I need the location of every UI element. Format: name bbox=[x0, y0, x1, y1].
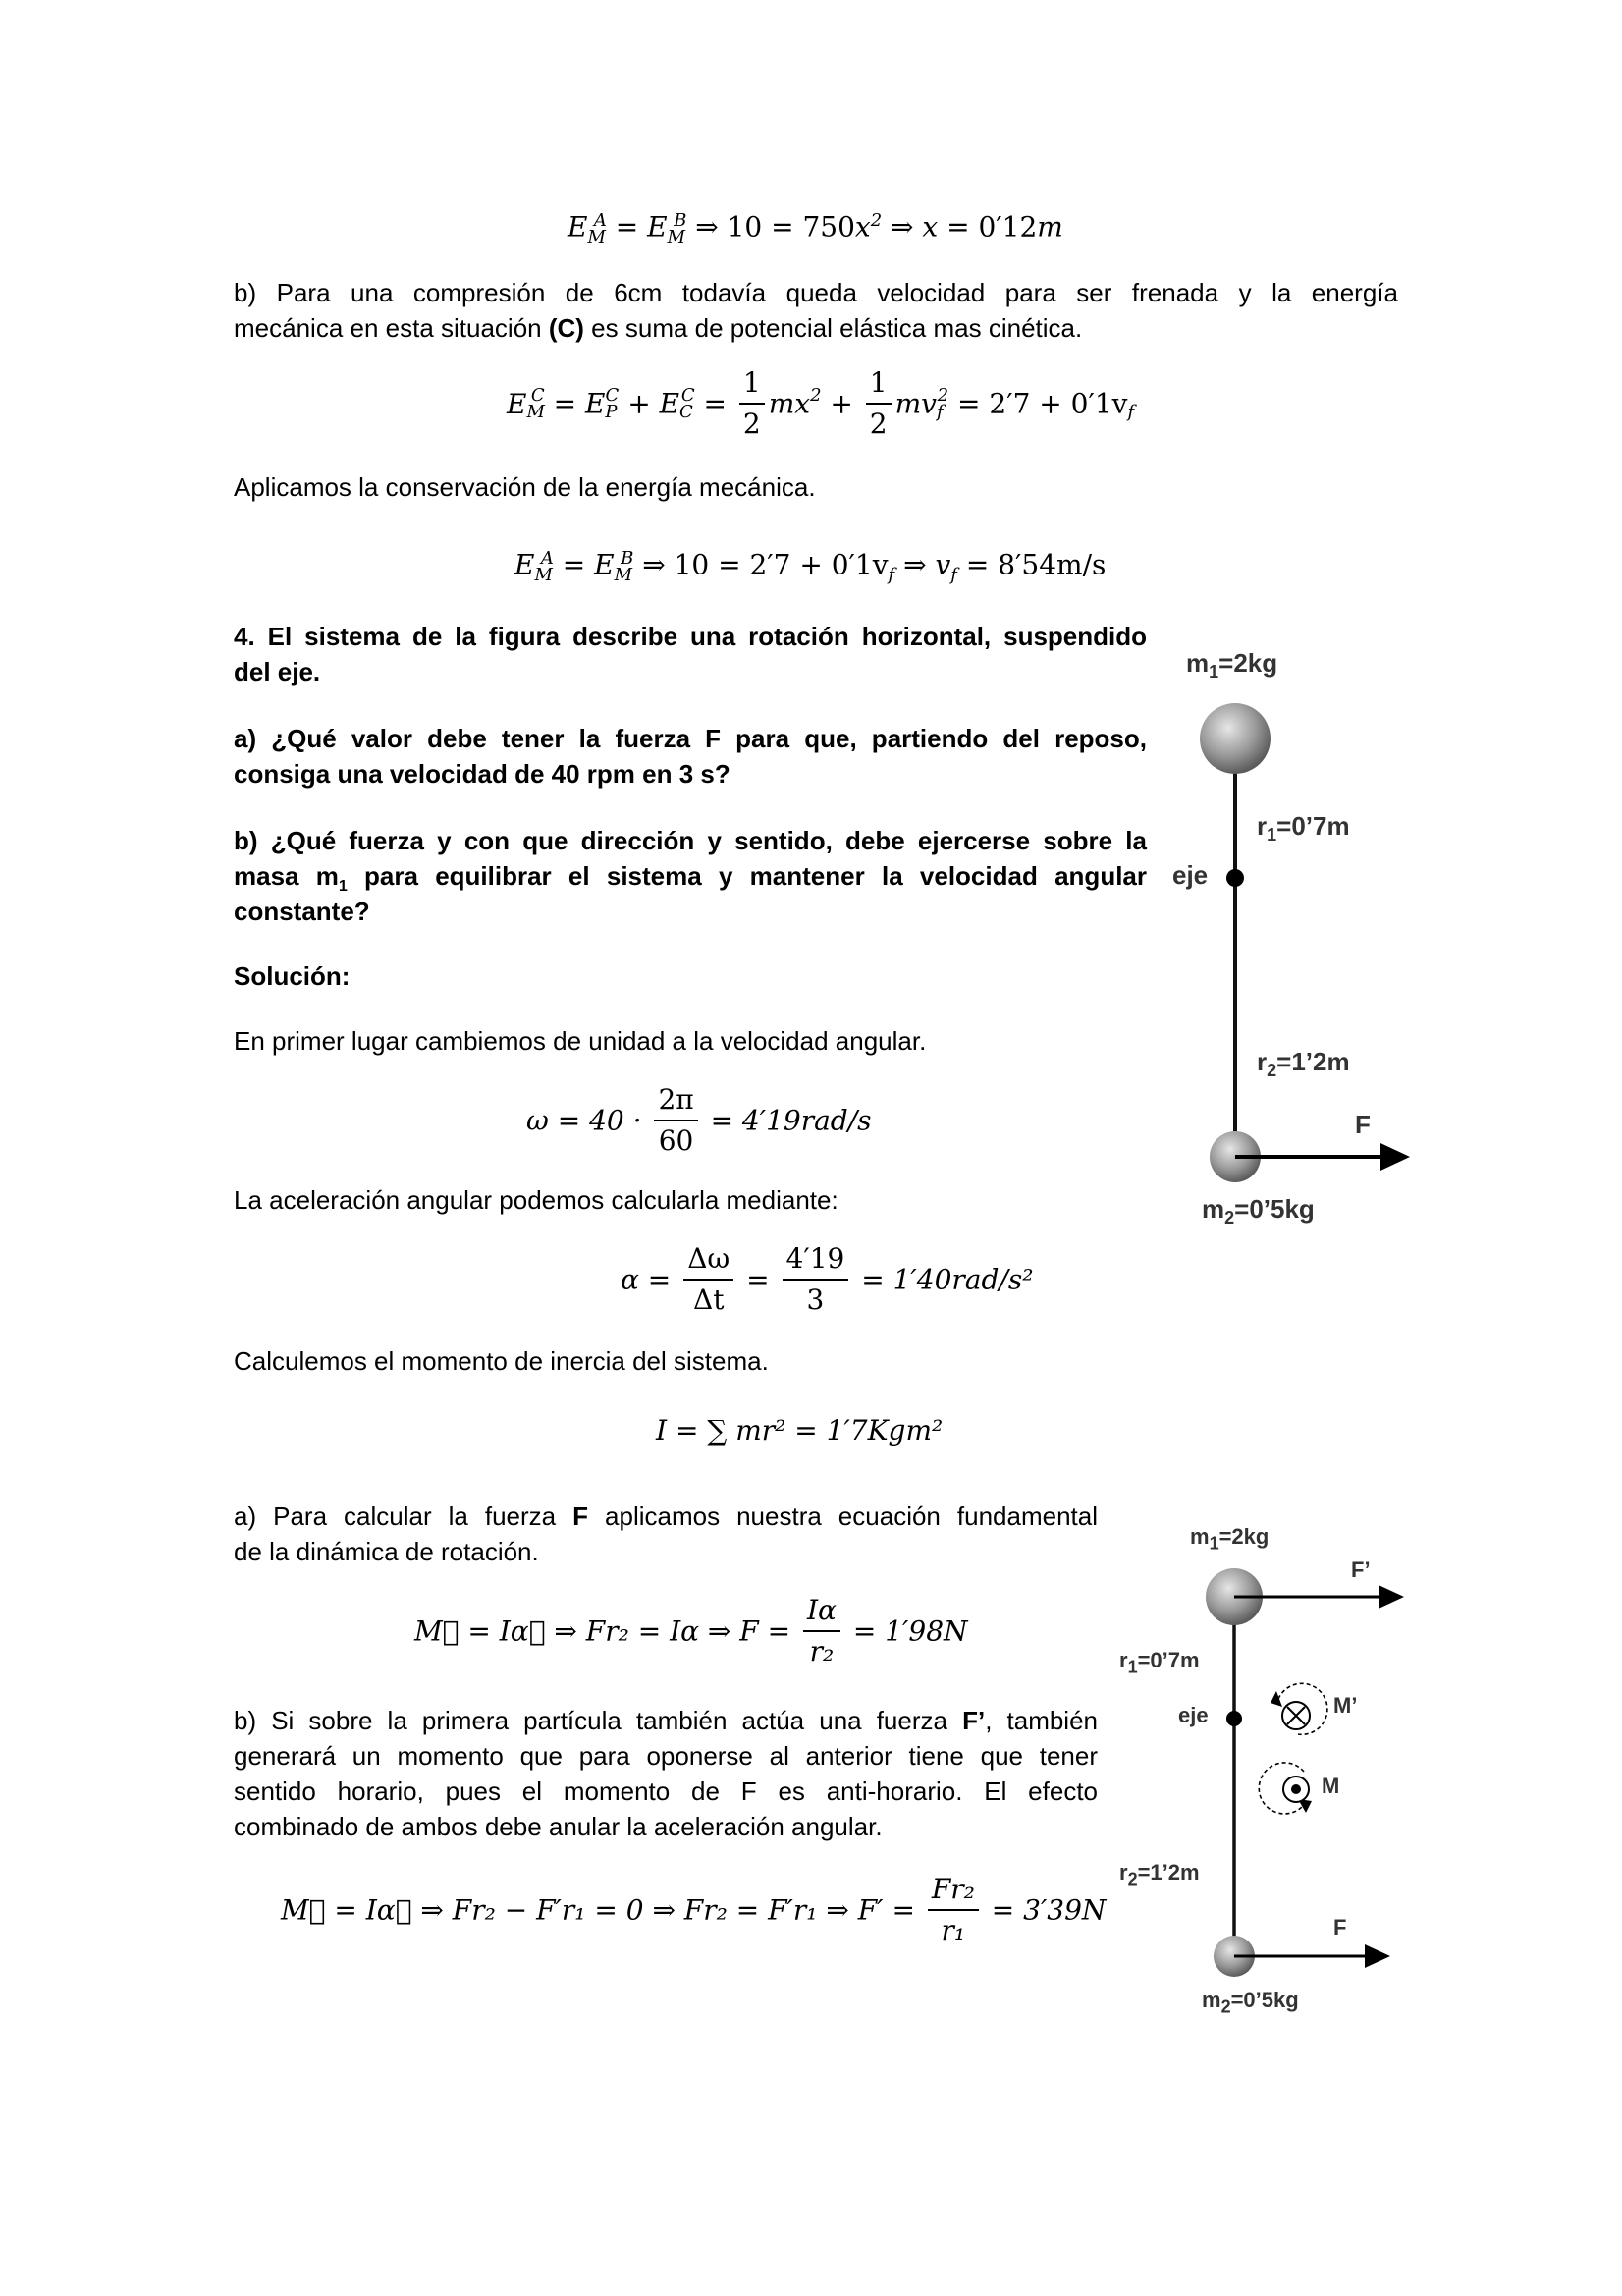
question-a-line1: a) ¿Qué valor debe tener la fuerza F para que, partiendo del reposo, bbox=[234, 724, 1147, 753]
paragraph-b2-line4: combinado de ambos debe anular la aceleración angular. bbox=[234, 1812, 883, 1841]
fig2-m1-label: $m_1=2kg$ bbox=[1190, 1524, 1270, 1554]
fig1-r2-label: $r_2=1’2m$ bbox=[1257, 1047, 1350, 1081]
fig1-m1-label: $m_1=2kg$ bbox=[1186, 648, 1278, 683]
equation-moment-2 bbox=[281, 1870, 1106, 1950]
point-c-label: (C) bbox=[548, 313, 584, 343]
moment-mprime-arrowhead bbox=[1271, 1691, 1282, 1707]
fig2-r1-label: $r_1=0’7m$ bbox=[1119, 1648, 1200, 1677]
figure-2-diagram bbox=[1129, 1512, 1443, 2023]
equation-omega bbox=[526, 1080, 872, 1161]
moment-1-numerator: Iα bbox=[803, 1591, 840, 1632]
question-4-line2: del eje. bbox=[234, 657, 321, 686]
alpha-numerator-2: 4′19 bbox=[783, 1239, 849, 1281]
equation-inertia: I = ∑ mr² = 1′7Kgm² bbox=[656, 1414, 944, 1447]
moment-1-prefix: M⃗ = Iα⃗ ⇒ Fr₂ = Iα ⇒ F = bbox=[414, 1614, 791, 1648]
paragraph-b2-text: b) Si sobre la primera partícula también actúa una fuerza bbox=[234, 1706, 963, 1735]
paragraph-a-text: a) Para calcular la fuerza bbox=[234, 1502, 573, 1531]
force-f-arrowhead bbox=[1380, 1143, 1410, 1171]
moment-2-prefix: M⃗ = Iα⃗ ⇒ Fr₂ − F′r₁ = 0 ⇒ Fr₂ = F′r₁ ⇒ F′ = bbox=[281, 1893, 915, 1927]
fig1-m2-label: $m_2=0’5kg$ bbox=[1202, 1194, 1315, 1229]
fig2-eje-label: eje bbox=[1178, 1703, 1209, 1727]
alpha-denominator-1: Δt bbox=[692, 1284, 725, 1316]
force-fprime-arrowhead bbox=[1379, 1585, 1404, 1609]
inercia-text: Calculemos el momento de inercia del sistema. bbox=[234, 1346, 769, 1376]
equation-c-result: = 2′7 + 0′1v bbox=[957, 387, 1128, 420]
question-b-mass-sub: 1 bbox=[338, 878, 348, 896]
fig1-r1-label: $r_1=0’7m$ bbox=[1257, 811, 1350, 846]
equation-mechanical-energy-1: $E_M^A = E_M^B$ ⇒ $10 = 750x^2$ ⇒ x = 0′12m bbox=[568, 210, 1063, 247]
question-4-line1: 4. El sistema de la figura describe una rotación horizontal, suspendido bbox=[234, 622, 1147, 651]
aplicamos-text: Aplicamos la conservación de la energía mecánica. bbox=[234, 472, 816, 502]
moment-2-numerator: Fr₂ bbox=[928, 1870, 979, 1911]
paragraph-a-line1 bbox=[234, 1499, 1098, 1535]
equation-3-middle: = 2′7 + 0′1v bbox=[718, 548, 889, 581]
paragraph-b-text-end: es suma de potencial elástica mas cinética. bbox=[583, 313, 1083, 343]
solution-heading: Solución: bbox=[234, 961, 351, 991]
equation-moment-1 bbox=[414, 1591, 968, 1671]
force-fprime-label: F’ bbox=[962, 1706, 986, 1735]
aceleracion-text: La aceleración angular podemos calcularla mediante: bbox=[234, 1185, 838, 1215]
question-b-line2 bbox=[234, 858, 1147, 904]
paragraph-b-line1: b) Para una compresión de 6cm todavía queda velocidad para ser frenada y la energía bbox=[234, 278, 1398, 307]
fig2-m-label: M bbox=[1322, 1774, 1340, 1798]
omega-denominator: 60 bbox=[658, 1124, 694, 1157]
omega-result: = 4′19rad/s bbox=[710, 1104, 872, 1137]
equation-mechanical-energy-c: $E_M^C = E_P^C + E_C^C$ = $\frac{1}{2}$ $mx^2$ + $\frac{1}{2}$ $mv_f^2 = 2'7 + 0'1v_f$ bbox=[507, 363, 1134, 444]
equation-alpha: α = $\frac{\Delta\omega}{\Delta t}$ = $\frac{4'19}{3}$ = 1′40rad/s² bbox=[621, 1239, 1033, 1320]
moment-1-result: = 1′98N bbox=[852, 1614, 968, 1648]
alpha-denominator-2: 3 bbox=[806, 1284, 825, 1316]
paragraph-b2-line1 bbox=[234, 1703, 1098, 1739]
alpha-prefix: α = bbox=[621, 1263, 672, 1296]
axis-point bbox=[1226, 869, 1244, 887]
mass-1-ball bbox=[1200, 703, 1271, 774]
fig2-m2-label: $m_2=0’5kg$ bbox=[1202, 1988, 1299, 2017]
figure-1-diagram bbox=[1159, 629, 1433, 1257]
force-f-label: F bbox=[572, 1502, 589, 1531]
omega-numerator: 2π bbox=[654, 1080, 697, 1121]
question-a-line2: consiga una velocidad de 40 rpm en 3 s? bbox=[234, 759, 730, 789]
fig1-eje-label: eje bbox=[1172, 860, 1209, 890]
paragraph-b-text: mecánica en esta situación bbox=[234, 313, 549, 343]
paragraph-a-text-end: aplicamos nuestra ecuación fundamental bbox=[588, 1502, 1098, 1531]
question-b-text: para equilibrar el sistema y mantener la velocidad angular bbox=[347, 861, 1147, 891]
question-b-line1: b) ¿Qué fuerza y con que dirección y sentido, debe ejercerse sobre la bbox=[234, 826, 1147, 855]
fig1-f-label: F bbox=[1355, 1110, 1371, 1139]
paragraph-b2-text-end: , también bbox=[985, 1706, 1099, 1735]
paragraph-b2-line2: generará un momento que para oponerse al anterior tiene que tener bbox=[234, 1741, 1098, 1771]
equation-3-result: = 8′54m/s bbox=[965, 548, 1107, 581]
equation-velocity-final: $E_M^A = E_M^B$ ⇒ $10 = 2'7 + 0'1v_f$ ⇒ $v_f = 8'54m/s$ bbox=[514, 548, 1107, 585]
force-f2-arrowhead bbox=[1365, 1944, 1390, 1968]
fig2-r2-label: $r_2=1’2m$ bbox=[1119, 1860, 1200, 1889]
question-b-line3: constante? bbox=[234, 897, 370, 926]
moment-2-denominator: r₁ bbox=[941, 1914, 966, 1946]
fig2-mprime-label: M’ bbox=[1333, 1693, 1358, 1718]
primer-lugar-text: En primer lugar cambiemos de unidad a la velocidad angular. bbox=[234, 1026, 927, 1056]
fig2-fprime-label: F’ bbox=[1351, 1558, 1371, 1582]
paragraph-b-line2 bbox=[234, 310, 1398, 347]
moment-2-result: = 3′39N bbox=[991, 1893, 1107, 1927]
alpha-numerator-1: Δω bbox=[683, 1239, 733, 1281]
moment-1-denominator: r₂ bbox=[809, 1635, 835, 1667]
alpha-result: = 1′40rad/s² bbox=[861, 1263, 1034, 1296]
moment-m-dot bbox=[1291, 1784, 1301, 1794]
paragraph-a-line2: de la dinámica de rotación. bbox=[234, 1537, 539, 1566]
fig2-f-label: F bbox=[1333, 1915, 1347, 1940]
axis2-point bbox=[1226, 1711, 1242, 1726]
question-b-mass: masa m bbox=[234, 861, 339, 891]
paragraph-b2-line3: sentido horario, pues el momento de F es anti-horario. El efecto bbox=[234, 1777, 1098, 1806]
omega-prefix: ω = 40 · bbox=[526, 1104, 642, 1137]
